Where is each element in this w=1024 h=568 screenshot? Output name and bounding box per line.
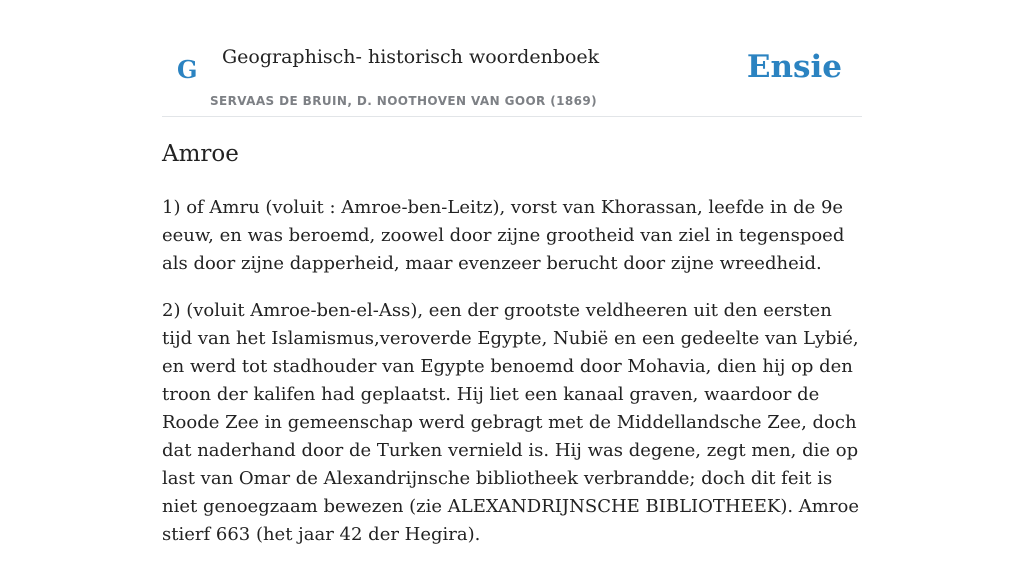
book-logo[interactable]: G <box>177 55 198 84</box>
entry-title: Amroe <box>162 141 239 167</box>
entry-paragraph-2: 2) (voluit Amroe-ben-el-Ass), een der grootste veldheeren uit den eersten tijd van het Islamismus,veroverde Egypte, Nubië en een gedeelte van Lybié, en werd tot stadhouder van Egypte benoemd door Mohavia, dien hij op den troon der kalifen had geplaatst. Hij liet een kanaal graven, waardoor de Roode Zee in gemeenschap werd gebragt met de Middellandsche Zee, doch dat naderhand door de Turken vernield is. Hij was degene, zegt men, die op last van Omar de Alexandrijnsche bibliotheek verbrandde; doch dit feit is niet genoegzaam bewezen (zie ALEXANDRIJNSCHE BIBLIOTHEEK). Amroe stierf 663 (het jaar 42 der Hegira). <box>162 300 859 545</box>
book-title[interactable]: Geographisch- historisch woordenboek <box>222 46 600 68</box>
ensie-logo-link[interactable]: Ensie <box>746 49 842 85</box>
book-header <box>162 0 862 117</box>
entry-paragraph-1: 1) of Amru (voluit : Amroe-ben-Leitz), vorst van Khorassan, leefde in de 9e eeuw, en was beroemd, zoowel door zijne grootheid van ziel in tegenspoed als door zijne dapperheid, maar evenzeer berucht door zijne wreedheid. <box>162 197 845 274</box>
book-author: SERVAAS DE BRUIN, D. NOOTHOVEN VAN GOOR (1869) <box>210 94 598 108</box>
entry-content <box>162 136 862 568</box>
